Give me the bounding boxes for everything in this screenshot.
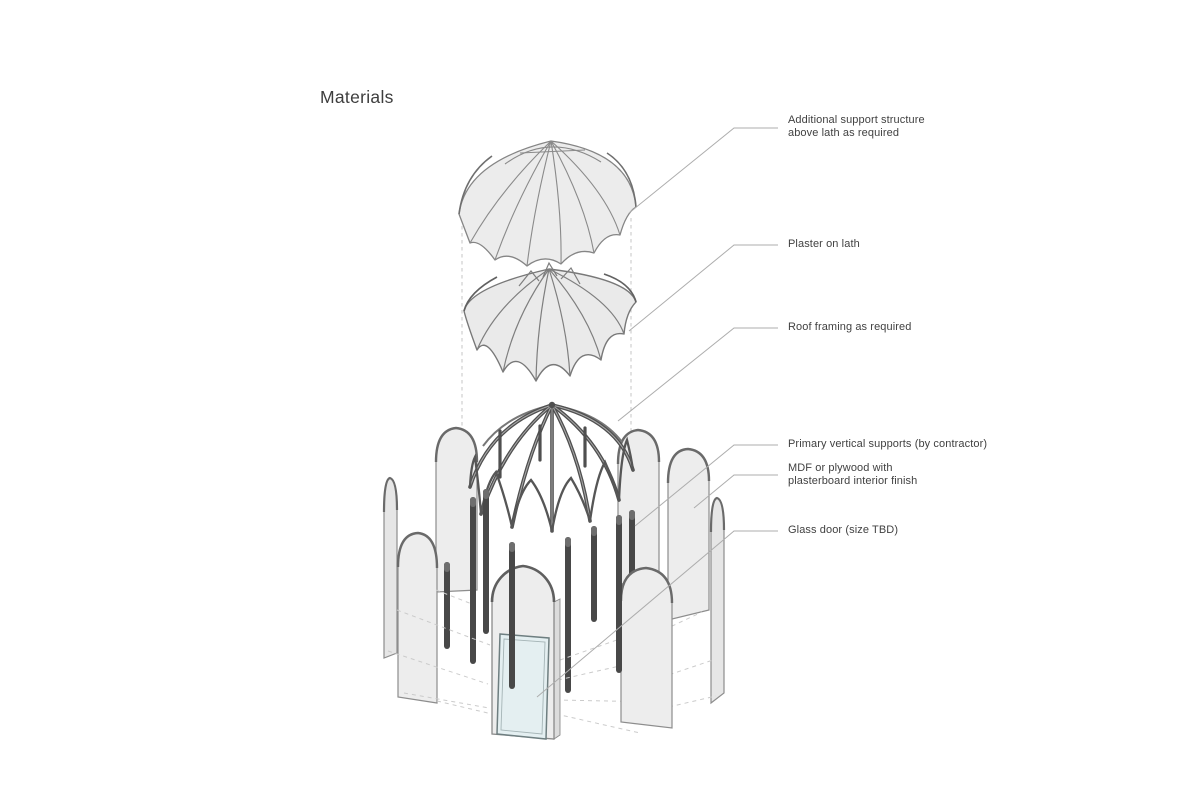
- additional-support-dome: [459, 141, 636, 266]
- glass-door: [497, 634, 549, 739]
- label-glass-door: [788, 524, 898, 537]
- label-line: plasterboard interior finish: [788, 475, 918, 487]
- label-line: Plaster on lath: [788, 238, 860, 250]
- label-plaster-on-lath: [788, 238, 860, 251]
- label-line: above lath as required: [788, 127, 900, 139]
- roof-framing-structure: [470, 402, 633, 531]
- label-line: Additional support structure: [788, 114, 925, 126]
- mdf-panel-right: [668, 449, 709, 620]
- mdf-panel-left-front: [398, 533, 437, 703]
- mdf-panel-left-edge: [384, 478, 397, 658]
- mdf-panel-right-edge: [711, 498, 724, 703]
- label-line: Glass door (size TBD): [788, 524, 899, 536]
- label-mdf-plywood: [788, 462, 917, 488]
- mdf-panel-right-front: [621, 568, 672, 728]
- label-additional-support: [788, 114, 925, 140]
- label-line: Roof framing as required: [788, 321, 912, 333]
- page-title: Materials: [320, 87, 394, 107]
- plaster-lath-dome: [464, 263, 636, 381]
- label-line: Primary vertical supports (by contractor): [788, 438, 988, 450]
- label-line: MDF or plywood with: [788, 462, 893, 474]
- glass-door-panel: [492, 545, 560, 739]
- label-vertical-supports: [788, 438, 987, 451]
- label-roof-framing: [788, 321, 911, 334]
